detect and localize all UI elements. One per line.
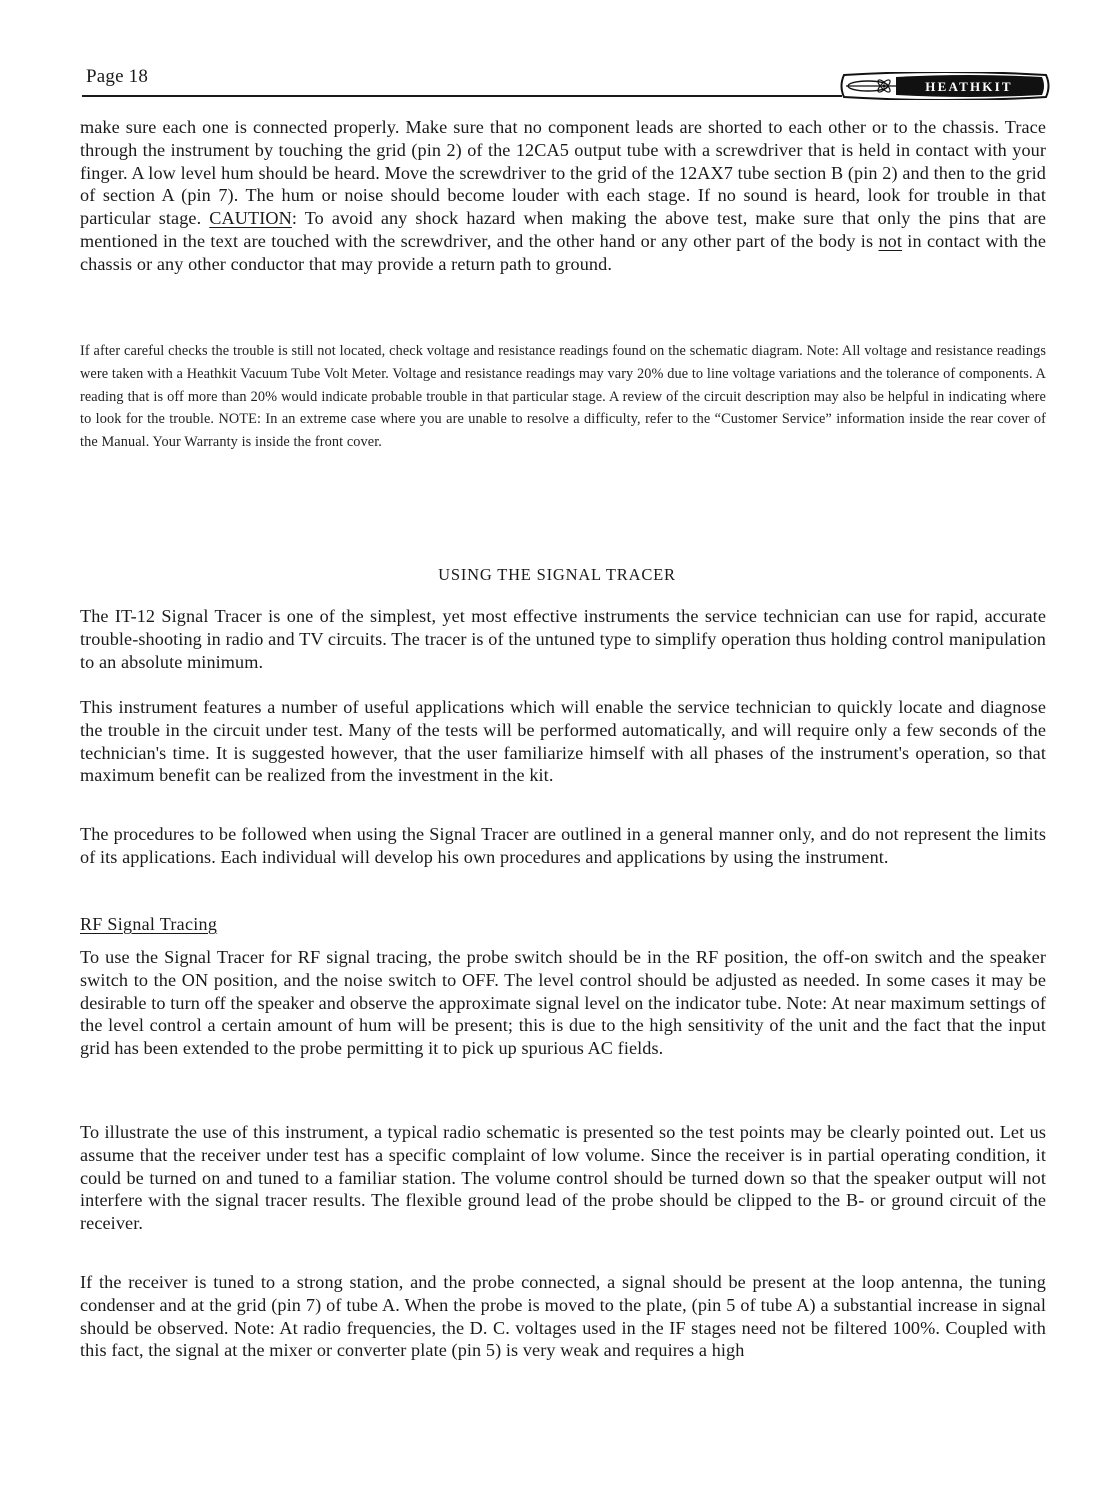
illustration-paragraph: To illustrate the use of this instrument, a typical radio schematic is presented so the test points may be clearly pointed out. Let us assume that the receiver under test has a specific complaint of low volume. Since the receiver is in partial operating condition, it could be turned on and tuned to a familiar station. The volume control should be turned down so that the speaker output will not interfere with the signal tracer results. The flexible ground lead of the probe should be clipped to the B- or ground circuit of the receiver. (80, 1122, 1046, 1234)
header-rule (82, 95, 842, 97)
heathkit-logo-icon (838, 72, 1052, 100)
voltage-readings-note: If after careful checks the trouble is still not located, check voltage and resistance readings found on the schematic diagram. Note: All voltage and resistance readings were taken with a Heathkit Vacuum Tube Volt Meter. Voltage and resistance readings may vary 20% due to line voltage variations and the tolerance of components. A reading that is off more than 20% would indicate probable trouble in that particular stage. A review of the circuit description may also be helpful in indicating where to look for the trouble. NOTE: In an extreme case where you are unable to resolve a difficulty, refer to the “Customer Service” information inside the rear cover of the Manual. Your Warranty is inside the front cover. (80, 343, 1046, 451)
logo-text: HEATHKIT (925, 79, 1013, 94)
page-number: Page 18 (86, 66, 149, 87)
section-heading: USING THE SIGNAL TRACER (438, 565, 676, 584)
troubleshooting-paragraph: make sure each one is connected properly. Make sure that no component leads are shorted to each other or to the chassis. Trace through the instrument by touching the grid (pin 2) of the 12CA5 output tube with a screwdriver that is held in contact with your finger. A low level hum should be heard. Move the screwdriver to the grid of the 12AX7 tube section B (pin 2) and then to the grid of section A (pin 7). The hum or noise should become louder with each stage. If no sound is heard, look for trouble in that particular stage. CAUTION: To avoid any shock hazard when making the above test, make sure that only the pins that are mentioned in the text are touched with the screwdriver, and the other hand or any other part of the body is not in contact with the chassis or any other conductor that may provide a return path to ground. (80, 117, 1046, 274)
emphasis-not: not (878, 230, 902, 251)
caution-label: CAUTION (209, 208, 292, 229)
features-paragraph: This instrument features a number of useful applications which will enable the service technician to quickly locate and diagnose the trouble in the circuit under test. Many of the tests will be performed automatically, and will require only a few seconds of the technician's time. It is suggested however, that the user familiarize himself with all phases of the instrument's operation, so that maximum benefit can be realized from the investment in the kit. (80, 697, 1046, 786)
procedures-paragraph: The procedures to be followed when using the Signal Tracer are outlined in a general manner only, and do not represent the limits of its applications. Each individual will develop his own procedures and applications by using the instrument. (80, 824, 1046, 867)
rf-signal-tracing-subheading: RF Signal Tracing (80, 914, 218, 934)
rf-setup-paragraph: To use the Signal Tracer for RF signal tracing, the probe switch should be in the RF position, the off-on switch and the speaker switch to the ON position, and the noise switch to OFF. The level control should be adjusted as needed. In some cases it may be desirable to turn off the speaker and observe the approximate signal level on the indicator tube. Note: At near maximum settings of the level control a certain amount of hum will be present; this is due to the high sensitivity of the unit and the fact that the input grid has been extended to the probe permitting it to pick up spurious AC fields. (80, 947, 1046, 1059)
intro-paragraph: The IT-12 Signal Tracer is one of the simplest, yet most effective instruments the service technician can use for rapid, accurate trouble-shooting in radio and TV circuits. The tracer is of the untuned type to simplify operation thus holding control manipulation to an absolute minimum. (80, 606, 1046, 672)
heathkit-logo (838, 72, 1052, 100)
strong-station-paragraph: If the receiver is tuned to a strong station, and the probe connected, a signal should be present at the loop antenna, the tuning condenser and at the grid (pin 7) of tube A. When the probe is moved to the plate, (pin 5 of tube A) a substantial increase in signal should be observed. Note: At radio frequencies, the D. C. voltages used in the IF stages need not be filtered 100%. Coupled with this fact, the signal at the mixer or converter plate (pin 5) is very weak and requires a high (80, 1272, 1046, 1361)
